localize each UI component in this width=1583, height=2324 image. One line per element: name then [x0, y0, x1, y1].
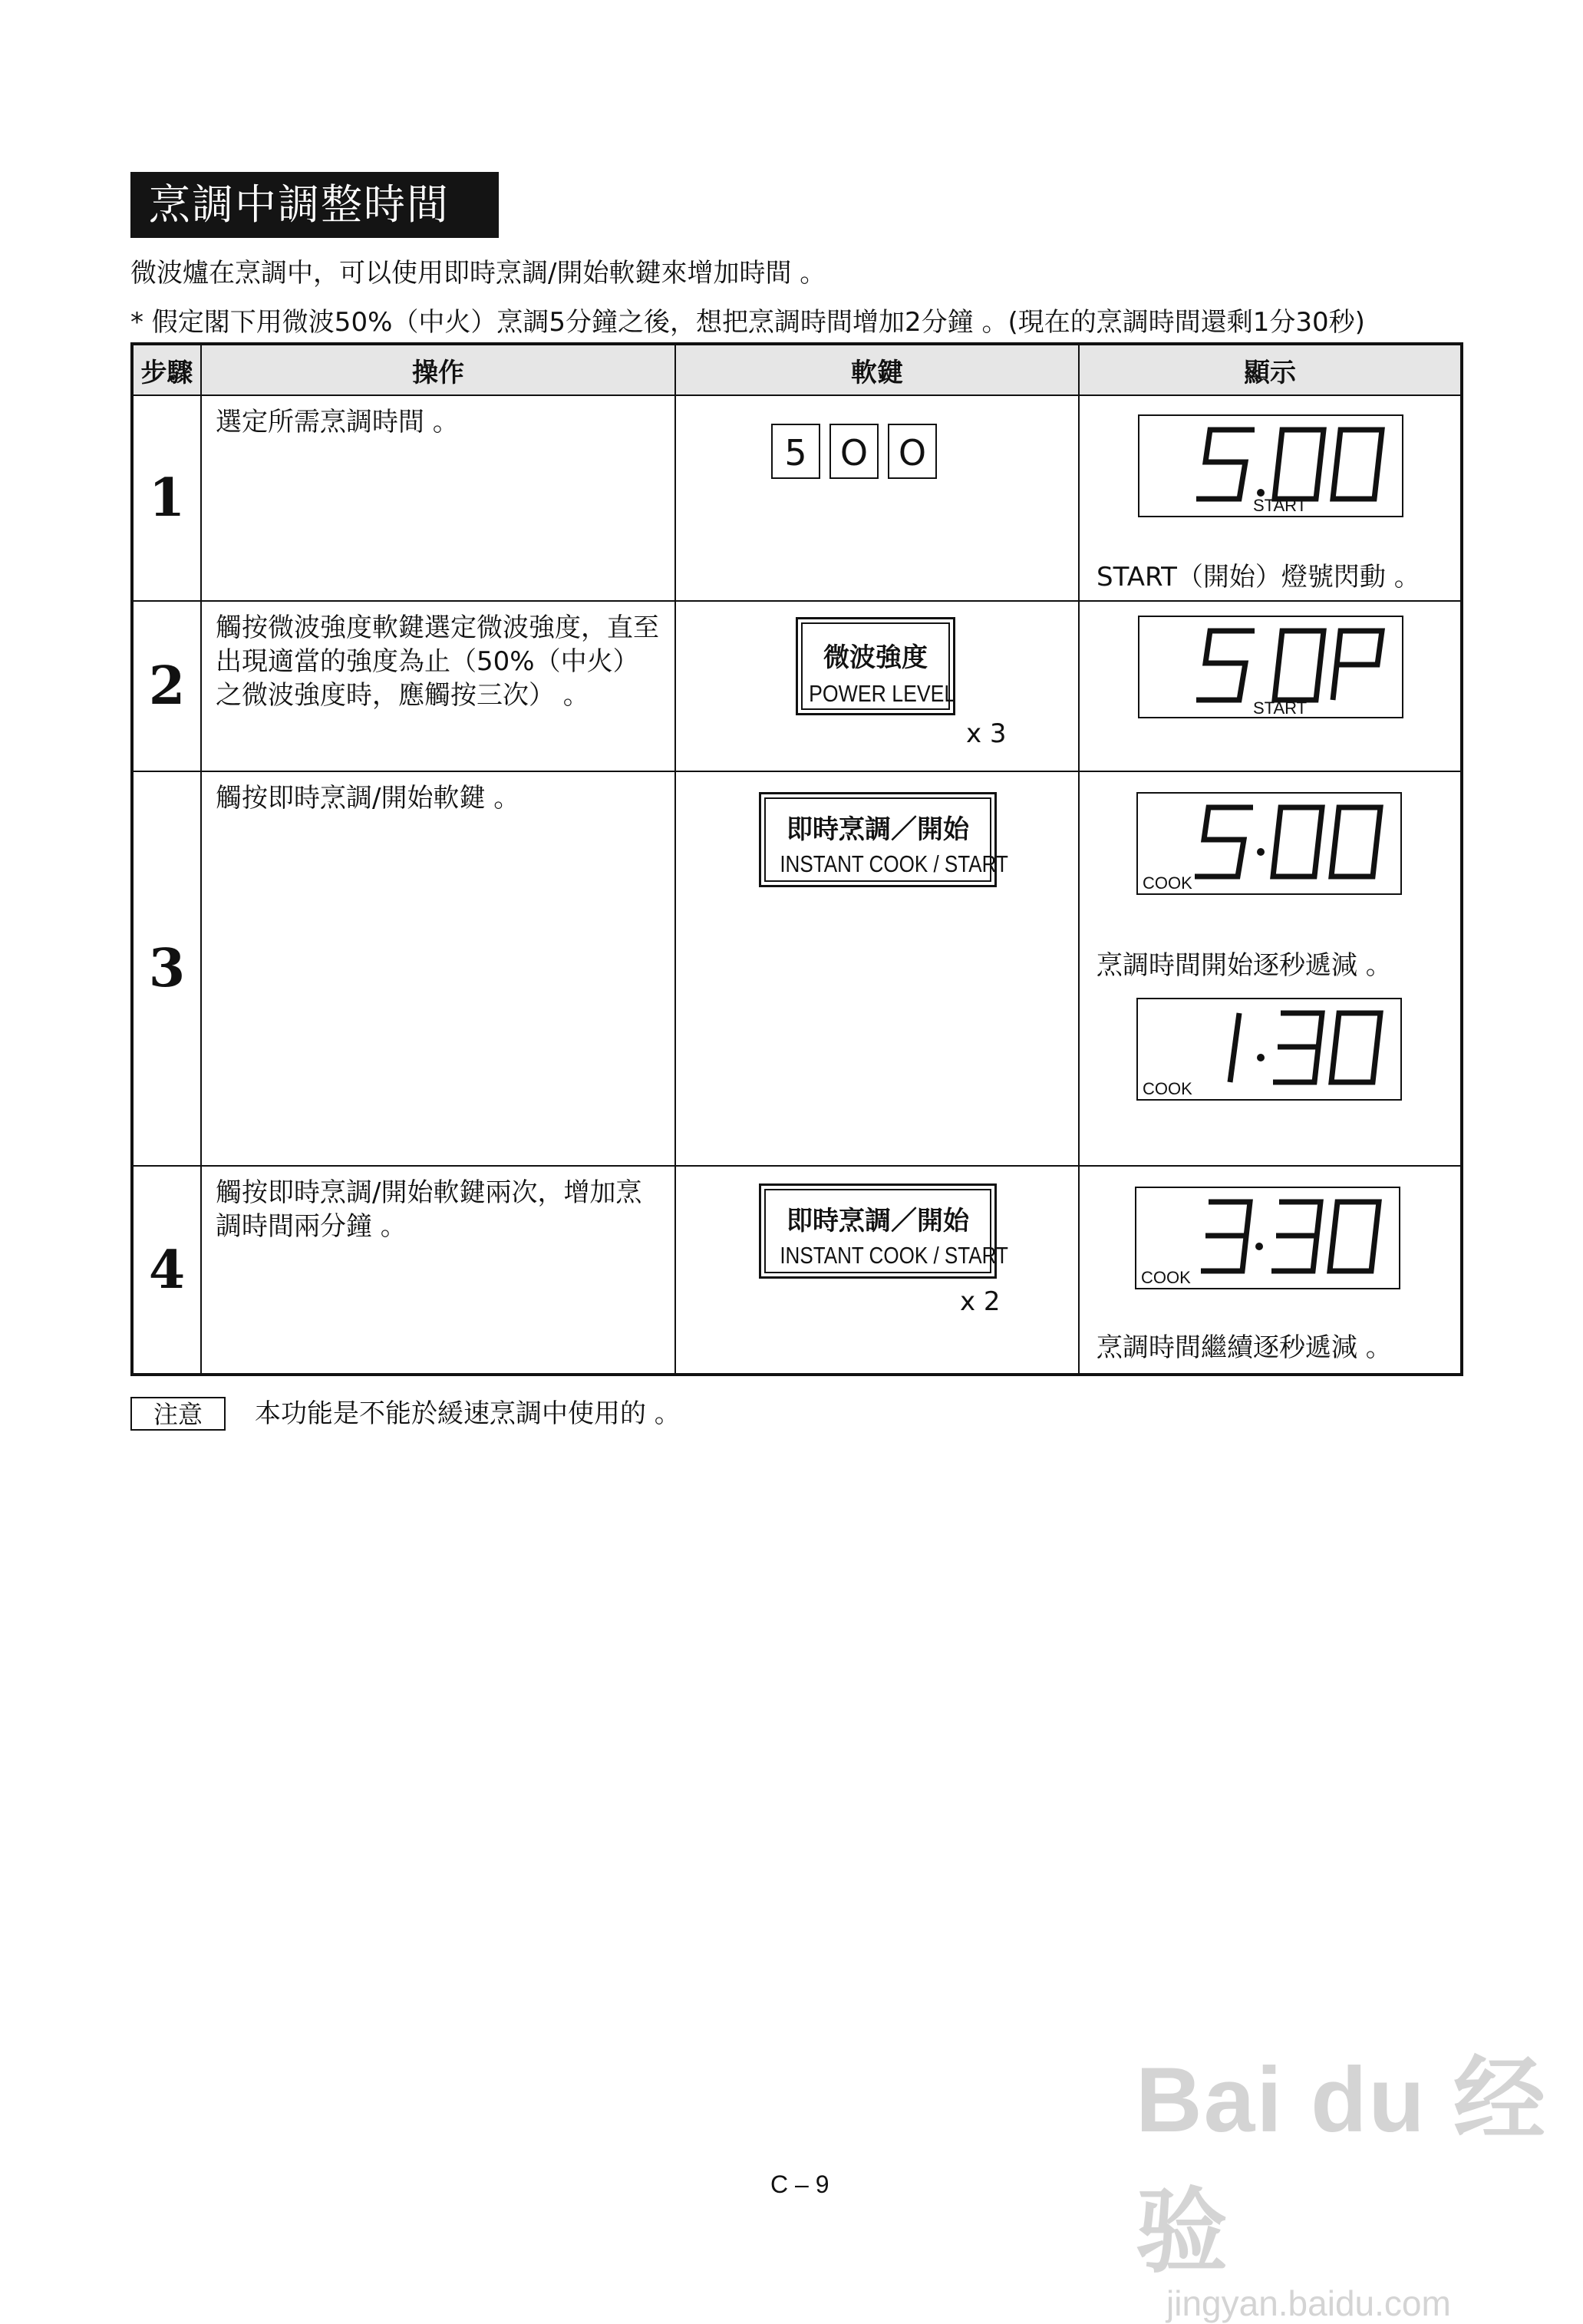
- lcd-display: [1138, 414, 1403, 517]
- watermark: [1136, 2026, 1583, 2324]
- start-indicator: START: [1253, 698, 1308, 718]
- power-level-label-en: POWER LEVEL: [809, 680, 956, 707]
- instant-cook-label-en: INSTANT COOK / START: [780, 850, 1008, 877]
- softkey-cell: [675, 771, 1079, 1166]
- lcd-display: [1136, 792, 1402, 895]
- header-display: 顯示: [1079, 344, 1462, 395]
- intro-text: 微波爐在烹調中，可以使用即時烹調/開始軟鍵來增加時間 。: [130, 258, 826, 289]
- cook-indicator: COOK: [1141, 1268, 1191, 1287]
- start-indicator: START: [1253, 496, 1308, 515]
- lcd-display: [1136, 998, 1402, 1101]
- power-level-label-zh: 微波強度: [823, 642, 928, 673]
- softkey-cell: [675, 395, 1079, 601]
- instant-cook-label-zh: 即時烹調／開始: [787, 1206, 969, 1236]
- step-number: 2: [132, 601, 201, 771]
- instant-cook-label-en: INSTANT COOK / START: [780, 1242, 1008, 1269]
- note-tag: 注意: [130, 1397, 226, 1431]
- watermark-logo: Bai du 经验: [1136, 2048, 1548, 2283]
- display-cell: [1079, 1166, 1462, 1375]
- power-level-button[interactable]: [796, 617, 955, 715]
- display-cell: [1079, 601, 1462, 771]
- lcd-display: [1135, 1187, 1400, 1289]
- header-operation: 操作: [201, 344, 675, 395]
- softkey-cell: [675, 601, 1079, 771]
- operation-text: 觸按微波強度軟鍵選定微波強度，直至出現適當的強度為止（50%（中火）之微波強度時，應觸按三次） 。: [201, 601, 675, 771]
- display-cell: [1079, 395, 1462, 601]
- table-row: [132, 771, 1462, 1166]
- header-step: 步驟: [132, 344, 201, 395]
- cook-indicator: COOK: [1143, 873, 1192, 893]
- table-row: [132, 601, 1462, 771]
- instant-cook-start-button[interactable]: [759, 792, 1008, 887]
- step-number: 1: [132, 395, 201, 601]
- digit-key-0[interactable]: O: [829, 424, 879, 479]
- steps-table: [130, 342, 1463, 1376]
- press-count: x 2: [960, 1286, 1001, 1317]
- display-cell: [1079, 771, 1462, 1166]
- note-text: 本功能是不能於緩速烹調中使用的 。: [255, 1398, 681, 1429]
- premise-text: * 假定閣下用微波50%（中火）烹調5分鐘之後，想把烹調時間增加2分鐘 。(現在的烹調時間還剩1分30秒): [130, 307, 1365, 338]
- table-row: [132, 395, 1462, 601]
- instant-cook-label-zh: 即時烹調／開始: [787, 814, 969, 845]
- operation-text: 觸按即時烹調/開始軟鍵 。: [201, 771, 675, 1166]
- operation-text: 觸按即時烹調/開始軟鍵兩次，增加烹調時間兩分鐘 。: [201, 1166, 675, 1375]
- cook-indicator: COOK: [1143, 1079, 1192, 1098]
- step-number: 3: [132, 771, 201, 1166]
- lcd-display: [1138, 616, 1403, 718]
- operation-text: 選定所需烹調時間 。: [201, 395, 675, 601]
- digit-key-5[interactable]: 5: [771, 424, 820, 479]
- page-number: C – 9: [770, 2170, 829, 2198]
- softkey-cell: [675, 1166, 1079, 1375]
- step-number: 4: [132, 1166, 201, 1375]
- press-count: x 3: [966, 718, 1007, 749]
- table-header-row: [132, 344, 1462, 395]
- section-title: 烹調中調整時間: [130, 172, 499, 238]
- display-note: START（開始）燈號閃動 。: [1097, 562, 1420, 593]
- digit-key-0[interactable]: O: [888, 424, 937, 479]
- instant-cook-start-button[interactable]: [759, 1183, 1008, 1279]
- display-note: 烹調時間繼續逐秒遞減 。: [1097, 1332, 1392, 1363]
- display-note: 烹調時間開始逐秒遞減 。: [1097, 950, 1392, 981]
- watermark-url: jingyan.baidu.com: [1166, 2283, 1451, 2323]
- header-softkey: 軟鍵: [675, 344, 1079, 395]
- table-row: [132, 1166, 1462, 1375]
